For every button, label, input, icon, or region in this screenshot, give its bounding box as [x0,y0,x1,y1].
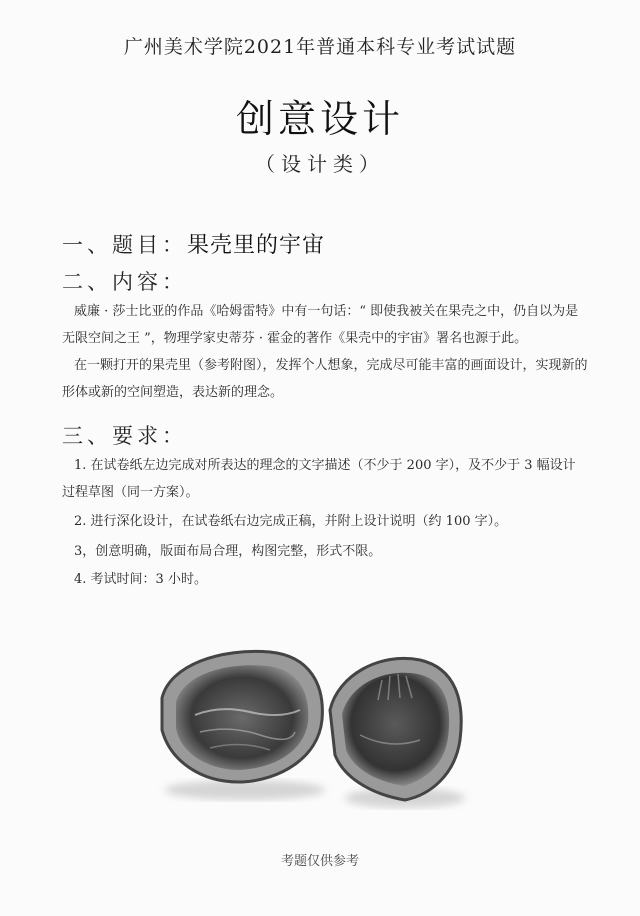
content-paragraph-1: 威廉 · 莎士比亚的作品《哈姆雷特》中有一句话：“ 即使我被关在果壳之中，仍自以为是无限空间之王 ”，物理学家史蒂芬 · 霍金的著作《果壳中的宇宙》署名也源于此。 [62,304,579,346]
page-title: 创意设计 [235,97,404,141]
exam-header: 广州美术学院2021年普通本科专业考试试题 [123,36,517,58]
section-topic-heading: 一、题目： [62,233,187,257]
right-shell-half [330,658,461,800]
page-subtitle: （设计类） [255,152,385,176]
left-shell-half [162,651,322,782]
walnut-shell-photo [150,640,490,810]
section-requirements-heading: 三、要求： [62,424,187,448]
requirement-item-2: 2. 进行深化设计，在试卷纸右边完成正稿，并附上设计说明（约 100 字）。 [74,514,508,529]
requirement-item-4: 4. 考试时间：3 小时。 [74,572,207,587]
section-content-heading: 二、内容： [62,270,187,294]
topic-value: 果壳里的宇宙 [187,233,326,258]
section-topic [62,228,325,259]
reference-caption: 考题仅供参考 [280,854,359,869]
requirement-item-3: 3，创意明确，版面布局合理，构图完整，形式不限。 [74,544,382,559]
requirement-item-1: 1. 在试卷纸左边完成对所表达的理念的文字描述（不少于 200 字），及不少于 3 幅设计过程草图（同一方案）。 [62,458,576,500]
content-paragraph-2: 在一颗打开的果壳里（参考附图），发挥个人想象，完成尽可能丰富的画面设计，实现新的形体或新的空间塑造，表达新的理念。 [62,358,588,400]
